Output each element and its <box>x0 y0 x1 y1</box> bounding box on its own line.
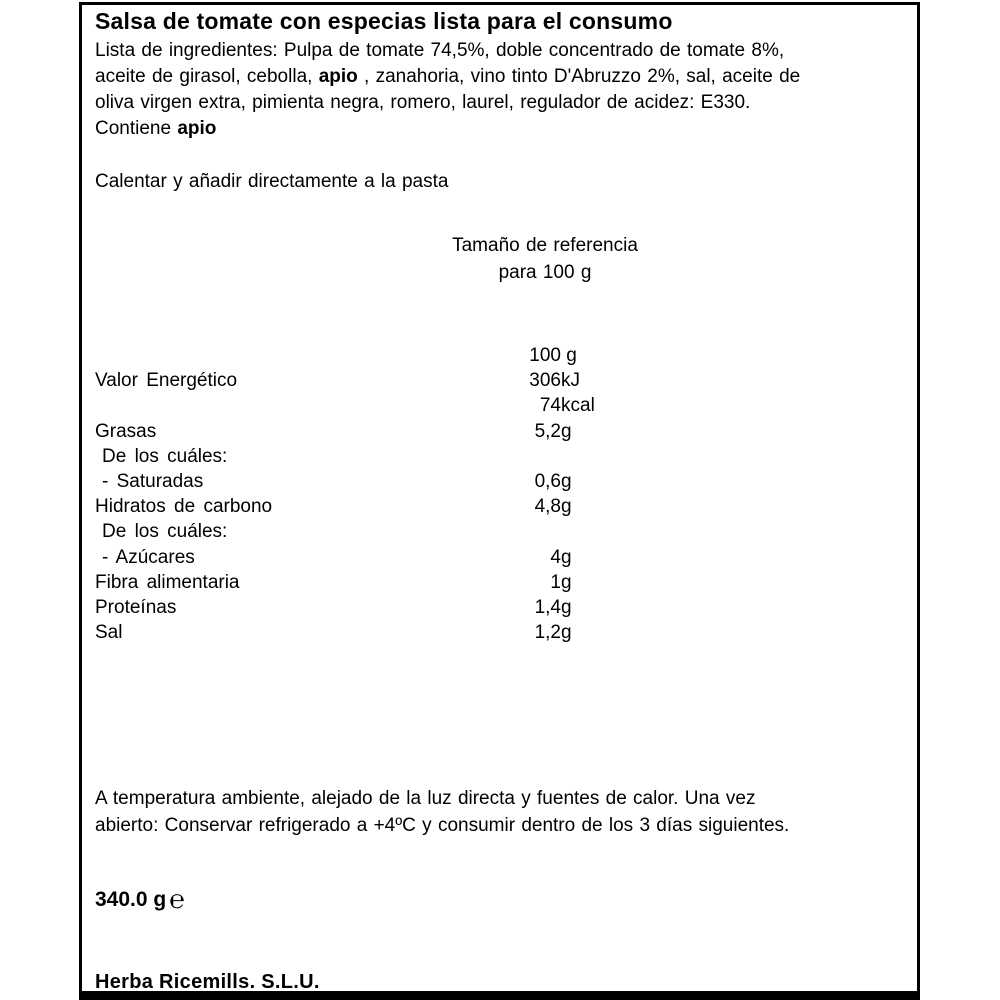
nutrition-value <box>513 419 572 444</box>
nutrition-value-number: 5,2 <box>534 420 561 442</box>
nutrition-value-unit: g <box>561 622 572 644</box>
nutrition-value-unit: g <box>561 345 577 366</box>
nutrition-value-unit: g <box>561 571 572 593</box>
manufacturer-name: Herba Ricemills. S.L.U. <box>95 971 320 993</box>
nutrition-label: - Saturadas <box>102 470 204 492</box>
nutrition-label: De los cuáles: <box>102 521 228 543</box>
ingredients-line-3 <box>95 90 903 116</box>
ingredients-line-2 <box>95 64 903 90</box>
nutrition-value <box>513 444 561 469</box>
contains-statement <box>95 116 903 142</box>
storage-line-2: abierto: Conservar refrigerado a +4ºC y consumir dentro de los 3 días siguientes. <box>95 815 790 836</box>
nutrition-row <box>95 419 903 444</box>
nutrition-value-number: 74 <box>539 395 561 417</box>
nutrition-value <box>513 494 572 519</box>
serving-reference <box>95 232 903 286</box>
net-weight-value: 340.0 g <box>95 888 167 911</box>
nutrition-row <box>95 469 903 494</box>
nutrition-value <box>513 545 572 570</box>
nutrition-value-unit: g <box>561 470 572 492</box>
nutrition-table <box>95 343 903 645</box>
nutrition-value <box>513 595 572 620</box>
nutrition-value-number: 1,4 <box>534 596 561 618</box>
net-weight <box>95 884 903 915</box>
nutrition-value <box>513 469 572 494</box>
nutrition-value-number: 0,6 <box>534 470 561 492</box>
estimated-sign-symbol: ℮ <box>169 884 185 914</box>
nutrition-row <box>95 595 903 620</box>
nutrition-row <box>95 494 903 519</box>
nutrition-value <box>513 620 572 645</box>
nutrition-value-number: 100 <box>529 345 561 366</box>
nutrition-row <box>95 343 903 368</box>
nutrition-value-number: 1 <box>550 571 561 593</box>
nutrition-value <box>513 343 577 368</box>
nutrition-value-unit: g <box>561 596 572 618</box>
nutrition-label: Fibra alimentaria <box>95 571 240 593</box>
nutrition-value-unit: g <box>561 420 572 442</box>
nutrition-label: Proteínas <box>95 596 177 618</box>
nutrition-value-number: 4 <box>550 546 561 568</box>
ingredients-line-1 <box>95 38 903 64</box>
nutrition-value-number: 4,8 <box>534 496 561 518</box>
serving-reference-line-1: Tamaño de referencia <box>452 235 638 256</box>
nutrition-row <box>95 570 903 595</box>
nutrition-label: - Azúcares <box>102 546 195 568</box>
ingredients-segment: oliva virgen extra, pimienta negra, romero, laurel, regulador de acidez: E330. <box>95 92 751 113</box>
nutrition-value <box>513 393 595 418</box>
nutrition-value-number: 1,2 <box>534 622 561 644</box>
ingredients-segment: Lista de ingredientes: Pulpa de tomate 74,5%, doble concentrado de tomate 8%, <box>95 40 785 61</box>
nutrition-value <box>513 368 580 393</box>
product-label <box>79 2 920 1000</box>
ingredients-segment: Contiene <box>95 118 178 139</box>
usage-instructions: Calentar y añadir directamente a la pasta <box>95 171 449 192</box>
product-title: Salsa de tomate con especias lista para el consumo <box>95 8 673 34</box>
nutrition-label: De los cuáles: <box>102 445 228 467</box>
nutrition-row <box>95 620 903 645</box>
nutrition-row <box>95 393 903 418</box>
nutrition-row <box>95 368 903 393</box>
nutrition-value-unit: kcal <box>561 395 595 417</box>
ingredients-text <box>95 38 903 142</box>
storage-instructions <box>95 785 903 839</box>
nutrition-value-unit: kJ <box>561 370 580 392</box>
nutrition-value <box>513 519 561 544</box>
nutrition-label: Grasas <box>95 420 157 442</box>
allergen-bold: apio <box>318 66 358 87</box>
nutrition-value-unit: g <box>561 546 572 568</box>
nutrition-label: Sal <box>95 622 123 644</box>
nutrition-value-number: 306 <box>529 370 561 392</box>
nutrition-row <box>95 444 903 469</box>
nutrition-label: Valor Energético <box>95 370 238 392</box>
nutrition-row <box>95 519 903 544</box>
storage-line-1: A temperatura ambiente, alejado de la luz directa y fuentes de calor. Una vez <box>95 788 756 809</box>
ingredients-segment: , zanahoria, vino tinto D'Abruzzo 2%, sal, aceite de <box>357 66 801 87</box>
serving-reference-line-2: para 100 g <box>498 262 592 283</box>
allergen-bold: apio <box>177 118 217 139</box>
nutrition-label: Hidratos de carbono <box>95 496 273 518</box>
ingredients-segment: aceite de girasol, cebolla, <box>95 66 319 87</box>
nutrition-value-unit: g <box>561 496 572 518</box>
nutrition-value <box>513 570 572 595</box>
nutrition-row <box>95 545 903 570</box>
